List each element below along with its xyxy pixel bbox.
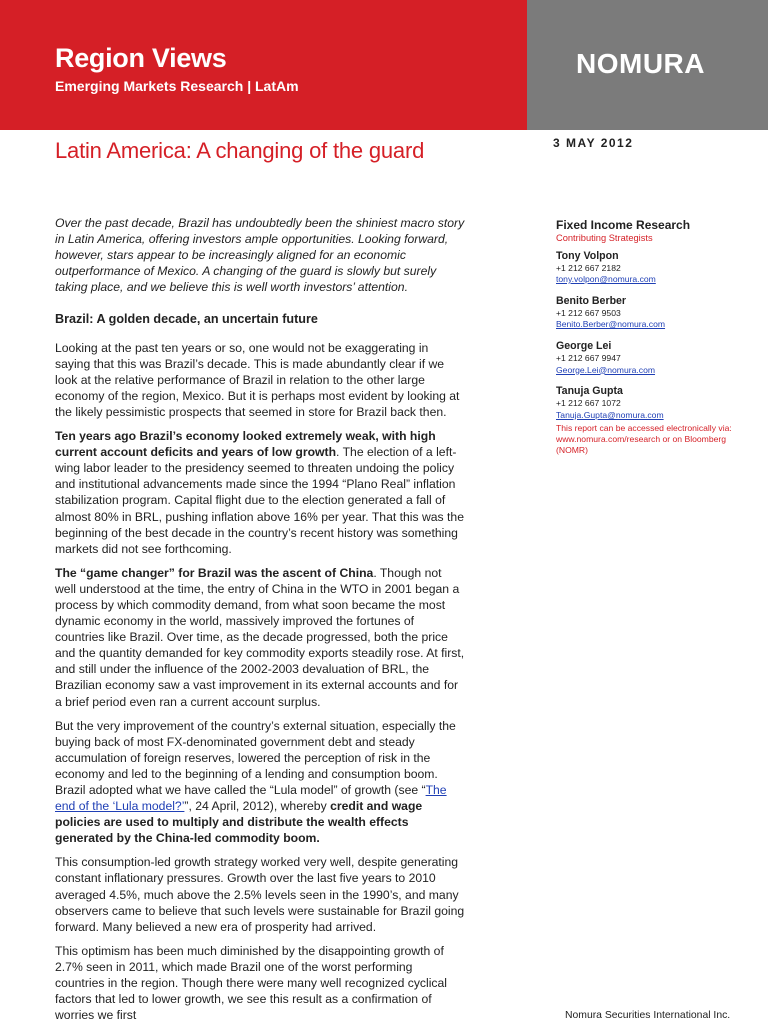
sidebar	[556, 218, 756, 456]
contact-card	[556, 249, 756, 286]
sidebar-heading: Fixed Income Research	[556, 218, 691, 232]
publication-title: Region Views	[55, 43, 227, 73]
paragraph-3-lead: The “game changer” for Brazil was the ascent of China	[55, 565, 374, 580]
paragraph-2	[55, 428, 465, 557]
intro-paragraph: Over the past decade, Brazil has undoubtedly been the shiniest macro story in Latin America, offering investors ample opportunities. Looking forward, however, stars appear to be increasingly aligned for an economic outperformance of Mexico. A changing of the guard is slowly but surely taking place, and we believe this is well worth investors’ attention.	[55, 216, 465, 295]
contact-name: Benito Berber	[556, 294, 627, 307]
contact-email-link[interactable]: Tanuja.Gupta@nomura.com	[556, 409, 664, 420]
sidebar-subheading: Contributing Strategists	[556, 233, 653, 243]
contact-phone: +1 212 667 1072	[556, 398, 621, 409]
footer-company: Nomura Securities International Inc.	[565, 1010, 731, 1021]
paragraph-2-text: . The election of a left-wing labor leader to the presidency seemed to threaten undoing the policy and institutional advancements made since the 1994 “Plano Real” inflation stabilization program. Capital flight due to the election generated a fall of almost 80% in BRL, pushing inflation above 16% per year. That this was the beginning of the best decade in the country’s recent history was something markets did not see forthcoming.	[55, 445, 464, 556]
contact-card	[556, 384, 756, 421]
contact-card	[556, 294, 756, 331]
paragraph-3-text: . Though not well understood at the time, the entry of China in the WTO in 2001 began a process by which commodity demand, from what soon became the most dynamic economy in the world, massively improved the fortunes of countries like Brazil. Over time, as the decade progressed, both the price and the quantity demanded for key commodity exports steadily rose. At first, and still under the influence of the 2002-2003 devaluation of BRL, the Brazilian economy saw a vast improvement in its external accounts and for a brief period even ran a current account surplus.	[55, 565, 465, 709]
contact-name: Tony Volpon	[556, 249, 619, 262]
contact-name: George Lei	[556, 339, 612, 352]
lula-model-report-link[interactable]: The end of the ‘Lula model?’	[55, 783, 447, 814]
paragraph-4	[55, 718, 465, 847]
nomura-logo: NOMURA	[576, 48, 705, 79]
contact-email-link[interactable]: Benito.Berber@nomura.com	[556, 319, 666, 330]
report-title: Latin America: A changing of the guard	[55, 138, 425, 163]
section-heading: Brazil: A golden decade, an uncertain future	[55, 312, 318, 327]
contact-email-link[interactable]: George.Lei@nomura.com	[556, 364, 656, 375]
article-body	[55, 215, 465, 1031]
access-note: This report can be accessed electronically via: www.nomura.com/research or on Bloomberg (NOMR)	[556, 423, 732, 455]
paragraph-4-text-a: But the very improvement of the country’s external situation, especially the buying back of most FX-denominated government debt and steady accumulation of foreign reserves, lowered the perception of risk in the economy and led to the beginning of a lending and consumption boom. Brazil adopted what we have called the “Lula model” of growth (see “	[55, 718, 456, 797]
paragraph-1: Looking at the past ten years or so, one would not be exaggerating in saying that this was Brazil’s decade. This is made abundantly clear if we look at the relative performance of Brazil in relation to the other large economy of the region, Mexico. But it is perhaps most evident by looking at the likely pessimistic prospects that seemed in store for Brazil back then.	[55, 340, 460, 419]
logo-panel	[527, 0, 768, 130]
paragraph-4-bold: credit and wage policies are used to multiply and distribute the wealth effects generated by the China-led commodity boom.	[55, 799, 423, 846]
publication-subtitle: Emerging Markets Research | LatAm	[55, 78, 299, 94]
paragraph-4-text-b: ”, 24 April, 2012), whereby	[184, 799, 331, 814]
paragraph-3	[55, 565, 465, 710]
contact-phone: +1 212 667 2182	[556, 262, 621, 273]
paragraph-6: This optimism has been much diminished by the disappointing growth of 2.7% seen in 2011, which made Brazil one of the worst performing countries in the region. Though there were many well recognized cyclical factors that led to lower growth, we see this result as a confirmation of worries we first	[55, 943, 448, 1023]
header-banner	[0, 0, 527, 130]
contact-phone: +1 212 667 9503	[556, 307, 621, 318]
contact-card	[556, 339, 756, 376]
report-date: 3 MAY 2012	[553, 136, 634, 150]
contact-email-link[interactable]: tony.volpon@nomura.com	[556, 274, 656, 285]
contact-name: Tanuja Gupta	[556, 385, 623, 398]
paragraph-2-lead: Ten years ago Brazil’s economy looked extremely weak, with high current account deficits and years of low growth	[55, 429, 436, 460]
paragraph-5: This consumption-led growth strategy worked very well, despite generating constant inflationary pressures. Growth over the last five years to 2010 averaged 4.5%, much above the 2.5% levels seen in the 1990’s, and many observers came to believe that such levels were sustainable for Brazil going forward. Many believed a new era of prosperity had arrived.	[55, 855, 465, 934]
contact-phone: +1 212 667 9947	[556, 352, 621, 363]
